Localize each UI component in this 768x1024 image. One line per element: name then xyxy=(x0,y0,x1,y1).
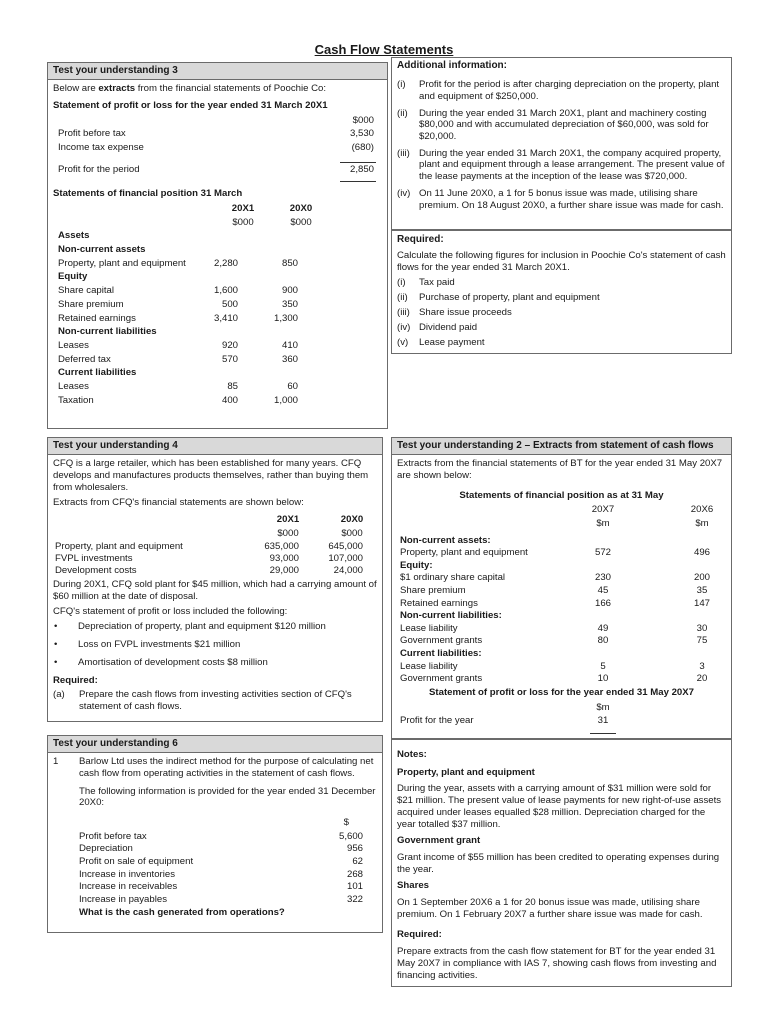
table-row xyxy=(53,565,377,577)
table-row xyxy=(397,535,726,548)
item-number: (iv) xyxy=(397,187,411,199)
tyu4-extracts: Extracts from CFQ's financial statements are shown below: xyxy=(53,497,304,509)
tyu3-sfp-table xyxy=(53,230,382,408)
row-value-20x1: 85 xyxy=(227,380,238,392)
row-label: FVPL investments xyxy=(55,553,133,565)
row-label: Share premium xyxy=(58,298,124,310)
row-value-20x0: 360 xyxy=(281,353,298,365)
row-value: 101 xyxy=(346,881,363,893)
notes-header: Notes: xyxy=(397,749,427,760)
row-label: Equity: xyxy=(400,559,433,571)
row-value-20x7: 230 xyxy=(594,572,611,584)
tyu6-header: Test your understanding 6 xyxy=(48,736,382,753)
required3-intro: Calculate the following figures for inclusion in Poochie Co's statement of cash flows for the year ended 31 March 20X1. xyxy=(397,250,726,273)
row-value-20x0: 410 xyxy=(281,339,298,351)
list-item xyxy=(53,657,377,669)
tyu4-during: During 20X1, CFQ sold plant for $45 million, which had a carrying amount of $60 million at the date of disposal. xyxy=(53,579,377,603)
row-value-20x7: 49 xyxy=(597,622,609,634)
row-value: 268 xyxy=(346,868,363,880)
notes-required-text: Prepare extracts from the cash flow statement for BT for the year ended 31 May 20X7 in compliance with IAS 7, showing cash flows from investing and financing activities. xyxy=(397,946,717,981)
table-row xyxy=(79,881,377,894)
item-text: Lease payment xyxy=(419,337,485,349)
row-label: Current liabilities xyxy=(58,367,137,379)
table-row xyxy=(53,354,382,368)
table-row xyxy=(397,610,726,623)
table-row xyxy=(79,843,377,856)
notes-shares-title: Shares xyxy=(397,880,429,892)
row-value-20x1: 3,410 xyxy=(213,312,238,324)
table-row xyxy=(397,585,726,598)
row-value-20x7: 45 xyxy=(597,585,609,597)
row-value-20x0: 1,300 xyxy=(273,312,298,324)
item-text: Dividend paid xyxy=(419,322,478,334)
row-value: 956 xyxy=(346,843,363,855)
table-row xyxy=(397,547,726,560)
table-row xyxy=(53,285,382,299)
tyu3-pl-total: Profit for the period 2,850 xyxy=(58,163,374,175)
page-title: Cash Flow Statements xyxy=(314,42,454,57)
list-item xyxy=(397,188,726,211)
row-label: Non-current liabilities: xyxy=(400,610,502,622)
row-value-20x0: 645,000 xyxy=(328,541,363,553)
item-number: (i) xyxy=(397,276,406,288)
item-text: Share issue proceeds xyxy=(419,307,512,318)
row-label: Non-current assets: xyxy=(400,534,491,546)
required3-list xyxy=(397,277,726,350)
row-value-20x6: 30 xyxy=(696,622,708,634)
item-number: (iii) xyxy=(397,307,410,318)
table-row xyxy=(53,230,382,244)
notes-grant-title: Government grant xyxy=(397,835,481,847)
tyu3-pl-table xyxy=(53,128,382,155)
row-label: Increase in payables xyxy=(79,894,167,906)
row-label: Non-current assets xyxy=(58,244,146,256)
row-value-20x6: 147 xyxy=(693,597,710,609)
addinfo-panel xyxy=(391,57,732,230)
tyu4-required-label: Required: xyxy=(53,674,98,686)
table-row xyxy=(53,299,382,313)
tyu6-table xyxy=(79,831,377,907)
item-text: During the year ended 31 March 20X1, the company acquired property, plant and equipment through a lease arrangement. The present value of the lease payments at the inception of the lease was $720,000. xyxy=(419,147,725,183)
row-label: Current liabilities: xyxy=(400,648,482,660)
row-label: Depreciation xyxy=(79,843,133,855)
row-label: Taxation xyxy=(58,394,94,406)
item-text: Tax paid xyxy=(419,276,455,288)
row-label: Deferred tax xyxy=(58,353,111,365)
row-value-20x6: 496 xyxy=(693,547,710,559)
item-number: (iv) xyxy=(397,322,411,334)
table-row xyxy=(397,572,726,585)
row-label: Income tax expense xyxy=(58,141,144,153)
notes-required-title: Required: xyxy=(397,929,442,941)
row-label: Development costs xyxy=(55,565,137,577)
list-item xyxy=(397,108,726,143)
row-value-20x7: 572 xyxy=(594,547,611,559)
row-value-20x6: 200 xyxy=(693,572,710,584)
item-text: Profit for the period is after charging depreciation on the property, plant and equipment of $250,000. xyxy=(419,79,720,102)
table-row xyxy=(53,367,382,381)
table-row xyxy=(79,831,377,844)
table-row xyxy=(397,673,726,686)
tyu4-panel: Test your understanding 4 CFQ is a large retailer, which has been established for many years. CFQ develops and manufactures products themselves, rather than buying them from wholesalers. Extracts from CFQ's financial statements are shown below: 20X1 20X0 $000 $000 Property, plant and equipment 635,000 645,000 FVPL investments 93,000 107,000 Development costs 29,000 24,000 During 20X1, CFQ sold plant for $45 million, which had a carrying amount of $60 million at the date of disposal. CFQ's statement of profit or loss included the following: • Depreciation of property, plant and equipment $120 million • Loss on FVPL investments $21 million • Amortisation of development costs $8 million Required: (a) Prepare the cash flows from investing activities section of CFQ's statement of cash flows. xyxy=(47,437,383,722)
table-row xyxy=(53,271,382,285)
item-number: (ii) xyxy=(397,291,408,303)
item-text: Purchase of property, plant and equipment xyxy=(419,291,600,303)
row-value-20x0: 850 xyxy=(281,257,298,269)
tyu6-question: What is the cash generated from operations? xyxy=(79,906,285,918)
tyu2-header: Test your understanding 2 – Extracts from statement of cash flows xyxy=(392,438,731,455)
row-value-20x6: 3 xyxy=(699,660,705,672)
row-label: Profit before tax xyxy=(79,830,147,842)
row-value-20x7: 166 xyxy=(594,597,611,609)
item-number: (iii) xyxy=(397,147,410,159)
list-item xyxy=(397,292,726,304)
tyu4-table xyxy=(53,541,377,577)
table-row xyxy=(53,142,382,156)
table-row xyxy=(397,635,726,648)
row-value-20x1: 570 xyxy=(221,353,238,365)
table-row xyxy=(53,381,382,395)
row-value-20x7: 10 xyxy=(597,673,609,685)
table-row xyxy=(397,623,726,636)
bullet-icon: • xyxy=(54,656,58,668)
tyu3-pl-title: Statement of profit or loss for the year ended 31 March 20X1 xyxy=(53,99,328,111)
tyu3-panel: Test your understanding 3 Below are extracts from the financial statements of Poochie Co: Statement of profit or loss for the year ended 31 March 20X1 $000 Profit before tax 3,530 Income tax expense (680) Profit for the period 2,850 Statements of financial position 31 March 20X1 20X0 $000 $000 Assets Non-current assets Property, plant and equipment 2,280 850 Equity Share capital 1,600 900 Share premium 500 350 Retained earnings 3,410 1,300 Non-current liabilities Leases 920 410 Deferred tax 570 360 Current liabilities Leases 85 60 Taxation 400 1,000 xyxy=(47,62,388,429)
notes-shares-text: On 1 September 20X6 a 1 for 20 bonus issue was made, utilising share premium. On 1 February 20X7 a further share issue was made for cash. xyxy=(397,897,703,920)
item-text: Depreciation of property, plant and equipment $120 million xyxy=(78,621,326,633)
list-item xyxy=(397,148,726,183)
item-text: Amortisation of development costs $8 million xyxy=(78,656,268,668)
row-value: 322 xyxy=(346,894,363,906)
row-label: Share premium xyxy=(400,585,466,597)
table-row xyxy=(53,326,382,340)
row-value-20x6: 20 xyxy=(696,673,708,685)
row-value-20x6: 75 xyxy=(696,635,708,647)
tyu4-header: Test your understanding 4 xyxy=(48,438,382,455)
row-label: Increase in receivables xyxy=(79,881,178,893)
item-text: Loss on FVPL investments $21 million xyxy=(78,639,241,651)
tyu2-pl-title: Statement of profit or loss for the year ended 31 May 20X7 xyxy=(429,686,694,698)
row-value-20x0: 107,000 xyxy=(328,553,363,565)
row-label: Lease liability xyxy=(400,660,458,672)
row-label: Assets xyxy=(58,230,90,242)
tyu4-required: (a) Prepare the cash flows from investing activities section of CFQ's statement of cash flows. xyxy=(53,689,352,712)
tyu4-intro: CFQ is a large retailer, which has been established for many years. CFQ develops and manufactures products themselves, rather than buying them from wholesalers. xyxy=(53,458,369,493)
row-label: Property, plant and equipment xyxy=(400,547,528,559)
row-label: $1 ordinary share capital xyxy=(400,572,506,584)
table-row xyxy=(53,340,382,354)
tyu2-table xyxy=(397,535,726,686)
table-row xyxy=(53,553,377,565)
table-row xyxy=(79,869,377,882)
item-text: During the year ended 31 March 20X1, plant and machinery costing $80,000 and with accumulated depreciation of $60,000, was sold for $20,000. xyxy=(419,107,709,142)
list-item xyxy=(397,277,726,289)
addinfo-list xyxy=(392,74,731,218)
list-item xyxy=(397,307,726,319)
row-value-20x0: 350 xyxy=(281,298,298,310)
row-value: 5,600 xyxy=(338,830,363,842)
tyu6-info: The following information is provided for the year ended 31 December 20X0: xyxy=(79,785,376,809)
row-label: Retained earnings xyxy=(58,312,136,324)
notes-ppe-text: During the year, assets with a carrying amount of $31 million were sold for $21 million. The present value of lease payments for new right-of-use assets acquired under leases equalled $28 million. Depreciation charged for the year totalled $37 million. xyxy=(397,783,722,830)
item-number: (ii) xyxy=(397,107,408,119)
table-row xyxy=(397,648,726,661)
row-value-20x1: 635,000 xyxy=(264,541,299,553)
tyu3-header: Test your understanding 3 xyxy=(48,63,387,80)
row-label: Profit on sale of equipment xyxy=(79,856,194,868)
row-value: (680) xyxy=(351,141,374,153)
table-row xyxy=(397,560,726,573)
table-row xyxy=(397,598,726,611)
row-label: Equity xyxy=(58,271,88,283)
tyu3-intro: Below are extracts from the financial statements of Poochie Co: xyxy=(53,83,327,95)
bullet-icon: • xyxy=(54,621,58,633)
required3-panel xyxy=(391,230,732,354)
tyu4-pl-intro: CFQ's statement of profit or loss included the following: xyxy=(53,605,288,617)
row-value-20x1: 400 xyxy=(221,394,238,406)
tyu2-intro: Extracts from the financial statements of BT for the year ended 31 May 20X7 are shown below: xyxy=(397,458,723,481)
tyu6-panel xyxy=(47,735,383,933)
tyu4-bullets xyxy=(53,621,377,668)
row-value-20x0: 60 xyxy=(287,380,298,392)
row-value-20x1: 1,600 xyxy=(213,285,238,297)
tyu6-intro: Barlow Ltd uses the indirect method for the purpose of calculating net cash flow from operating activities in the statement of cash flows. xyxy=(79,756,374,779)
item-number: (i) xyxy=(397,79,406,91)
table-row xyxy=(79,894,377,907)
row-value: 62 xyxy=(352,856,363,868)
item-text: On 11 June 20X0, a 1 for 5 bonus issue was made, utilising share premium. On 18 August 20X0, a further share issue was made for cash. xyxy=(419,187,724,211)
table-row xyxy=(53,395,382,409)
table-row xyxy=(53,258,382,272)
table-row xyxy=(53,313,382,327)
row-value-20x1: 29,000 xyxy=(269,565,299,577)
table-row xyxy=(53,244,382,258)
row-label: Property, plant and equipment xyxy=(55,541,183,553)
row-value-20x1: 93,000 xyxy=(269,553,299,565)
row-value-20x1: 920 xyxy=(221,339,238,351)
row-label: Property, plant and equipment xyxy=(58,257,186,269)
table-row xyxy=(397,661,726,674)
row-value-20x1: 500 xyxy=(221,298,238,310)
notes-ppe-title: Property, plant and equipment xyxy=(397,766,535,778)
row-label: Government grants xyxy=(400,635,483,647)
list-item xyxy=(53,621,377,633)
row-label: Profit before tax xyxy=(58,128,126,140)
tyu3-pl-unit: $000 xyxy=(352,114,374,126)
required3-header: Required: xyxy=(397,234,444,245)
tyu2-panel: Test your understanding 2 – Extracts from statement of cash flows Extracts from the financial statements of BT for the year ended 31 May 20X7 are shown below: Statements of financial position as at 31 May 20X7 20X6 $m $m Non-current assets: Property, plant and equipment 572 496 Equity: $1 ordinary share capital 230 200 Share premium 45 35 Retained earnings 166 147 Non-current liabilities: Lease liability 49 30 Government grants 80 75 Current liabilities: Lease liability 5 3 Government grants 10 20 Statement of profit or loss for the year ended 31 May 20X7 $m Profit for the year 31 xyxy=(391,437,732,739)
list-item xyxy=(53,639,377,651)
row-label: Lease liability xyxy=(400,622,458,634)
notes-panel xyxy=(391,739,732,987)
notes-grant-text: Grant income of $55 million has been credited to operating expenses during the year. xyxy=(397,851,720,875)
row-label: Share capital xyxy=(58,285,114,297)
row-value-20x6: 35 xyxy=(696,585,708,597)
row-value-20x7: 5 xyxy=(600,660,606,672)
tyu6-item: 1 Barlow Ltd uses the indirect method for the purpose of calculating net cash flow from operating activities in the statement of cash flows. The following information is provided for the year ended 31 December 20X0: $ Profit before tax 5,600 Depreciation 956 Profit on sale of equipment 62 Increase in inventories 268 Increase in receivables 101 Increase in payables 322 What is the cash generated from operations? xyxy=(53,756,376,918)
table-row xyxy=(53,128,382,142)
row-label: Retained earnings xyxy=(400,597,478,609)
list-item xyxy=(397,79,726,102)
table-row xyxy=(53,541,377,553)
row-value-20x0: 1,000 xyxy=(273,394,298,406)
row-label: Leases xyxy=(58,339,89,351)
list-item xyxy=(397,337,726,349)
row-value: 3,530 xyxy=(349,128,374,140)
list-item xyxy=(397,322,726,334)
row-label: Government grants xyxy=(400,673,483,685)
tyu3-sfp-title: Statements of financial position 31 March xyxy=(53,188,243,200)
item-number: (v) xyxy=(397,337,409,349)
bullet-icon: • xyxy=(54,639,58,651)
tyu6-unit: $ xyxy=(343,817,349,828)
table-row xyxy=(79,856,377,869)
row-label: Leases xyxy=(58,380,89,392)
row-value-20x1: 2,280 xyxy=(213,257,238,269)
row-value-20x0: 900 xyxy=(281,285,298,297)
tyu2-pl-row: Profit for the year 31 xyxy=(400,715,609,727)
row-label: Increase in inventories xyxy=(79,868,175,880)
tyu2-sfp-title: Statements of financial position as at 31 May xyxy=(459,489,664,501)
row-value-20x0: 24,000 xyxy=(333,565,363,577)
row-value-20x7: 80 xyxy=(597,635,609,647)
row-label: Non-current liabilities xyxy=(58,326,157,338)
addinfo-header: Additional information: xyxy=(397,60,507,71)
